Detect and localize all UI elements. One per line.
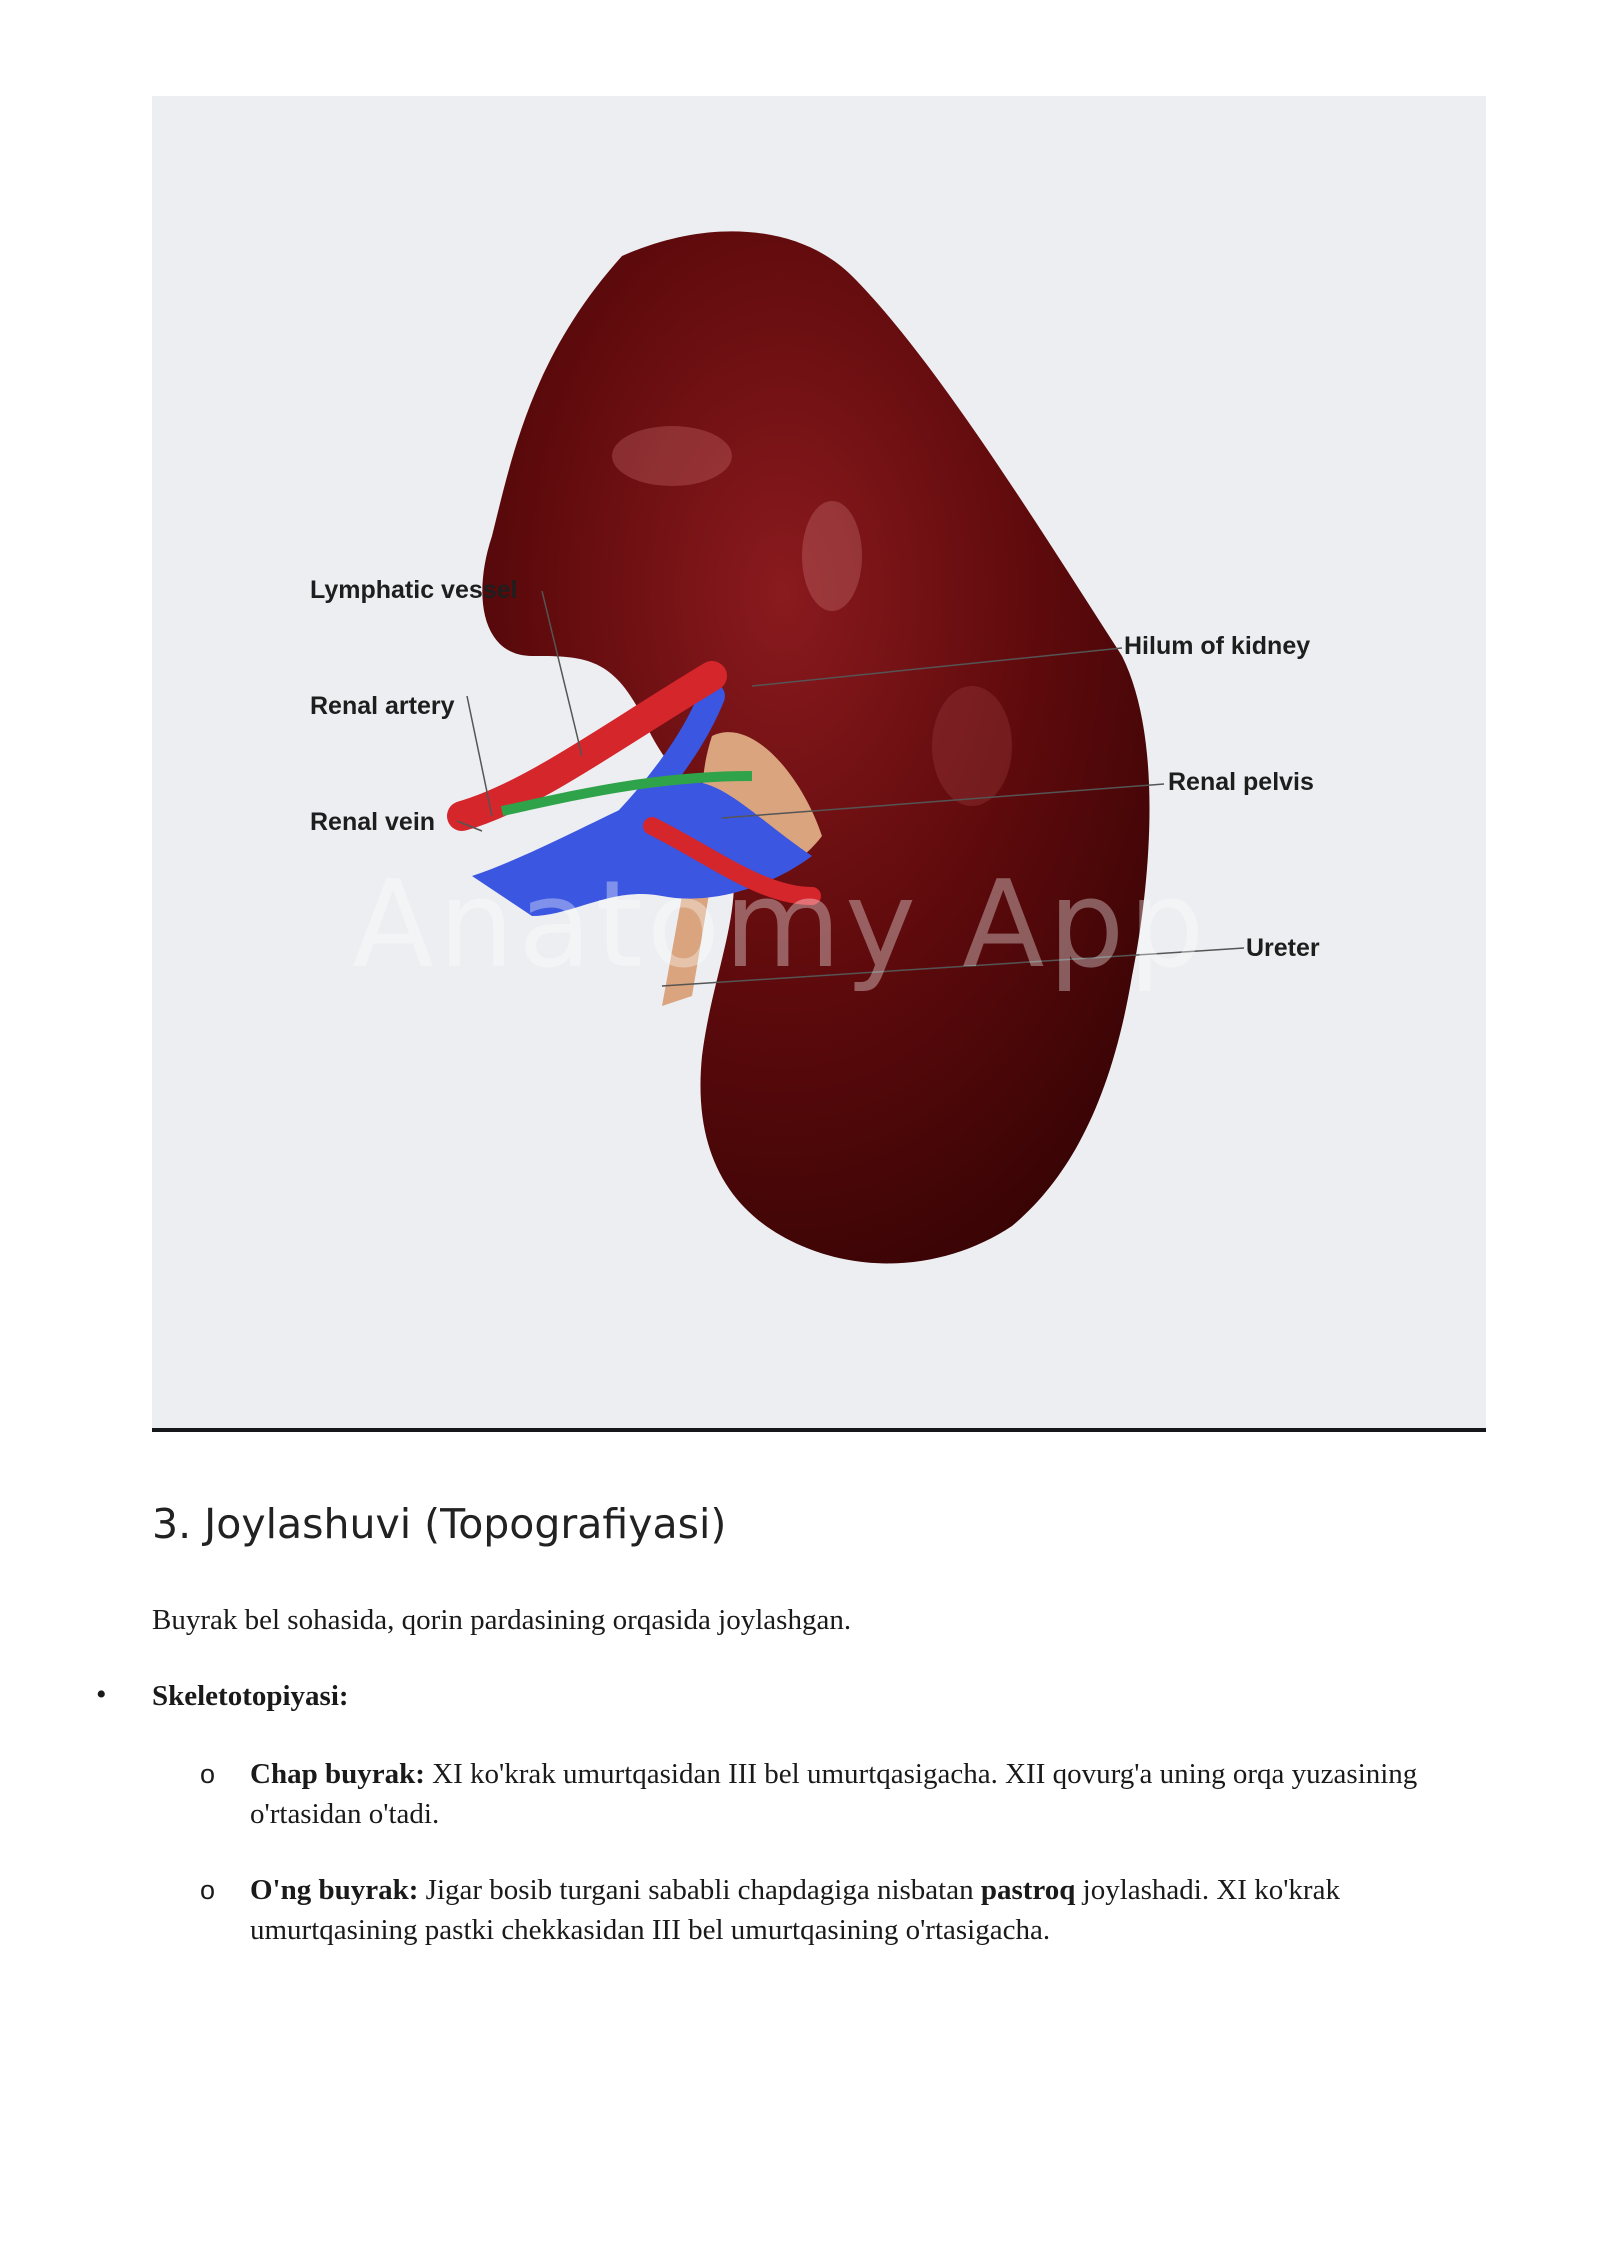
section-heading: 3. Joylashuvi (Topografiyasi) <box>152 1500 727 1548</box>
label-lymphatic: Lymphatic vessel <box>310 576 518 604</box>
watermark-text: Anatomy App <box>352 856 1209 995</box>
item-text-before: Jigar bosib turgani sababli chapdagiga nisbatan <box>425 1874 974 1906</box>
label-ureter: Ureter <box>1246 934 1320 962</box>
item-emphasis: pastroq <box>980 1874 1076 1906</box>
item-title: O'ng buyrak: <box>250 1874 419 1906</box>
bullet-dot-icon: • <box>96 1678 107 1711</box>
bullet-label: Skeletotopiyasi: <box>152 1680 349 1712</box>
label-renal-artery: Renal artery <box>310 692 455 720</box>
figure-divider <box>152 1428 1486 1432</box>
label-renal-pelvis: Renal pelvis <box>1168 768 1314 796</box>
kidney-figure <box>152 96 1486 1428</box>
list-marker: o <box>200 1875 216 1905</box>
item-text-after: joylashadi. XI ko'krak umurtqasining pastki chekkasidan III bel umurtqasining o'rtasigacha. <box>250 1874 1340 1946</box>
label-renal-vein: Renal vein <box>310 808 436 836</box>
label-hilum: Hilum of kidney <box>1124 632 1311 660</box>
intro-paragraph: Buyrak bel sohasida, qorin pardasining orqasida joylashgan. <box>152 1604 852 1636</box>
item-title: Chap buyrak: <box>250 1758 425 1790</box>
list-marker: o <box>200 1759 216 1789</box>
kidney-illustration <box>152 96 1486 1428</box>
item-text: XI ko'krak umurtqasidan III bel umurtqasigacha. XII qovurg'a uning orqa yuzasining o'rtasidan o'tadi. <box>250 1758 1418 1830</box>
